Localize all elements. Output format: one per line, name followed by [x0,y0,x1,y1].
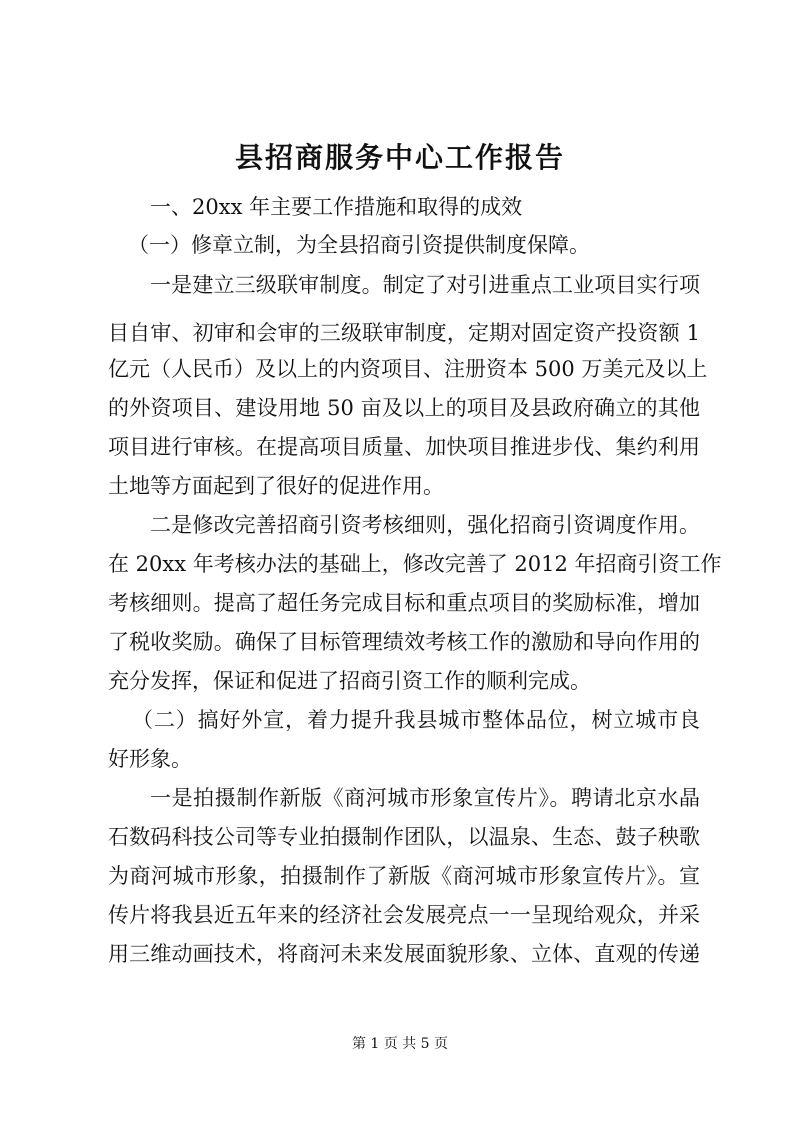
paragraph-line: 在 20xx 年考核办法的基础上，修改完善了 2012 年招商引资工作 [108,552,722,576]
paragraph-line: 的外资项目、建设用地 50 亩及以上的项目及县政府确立的其他 [108,396,700,420]
paragraph-line: 了税收奖励。确保了目标管理绩效考核工作的激励和导向作用的 [108,630,700,654]
subsection-heading: （二）搞好外宣，着力提升我县城市整体品位，树立城市良 [132,708,700,732]
subsection-heading: （一）修章立制，为全县招商引资提供制度保障。 [128,233,590,257]
paragraph-line: 一是拍摄制作新版《商河城市形象宣传片》。聘请北京水晶 [150,786,700,810]
paragraph-line: 石数码科技公司等专业拍摄制作团队，以温泉、生态、鼓子秧歌 [108,825,700,849]
document-title: 县招商服务中心工作报告 [234,141,565,174]
paragraph-line: 一是建立三级联审制度。制定了对引进重点工业项目实行项 [150,273,700,297]
paragraph-line: 用三维动画技术，将商河未来发展面貌形象、立体、直观的传递 [108,942,700,966]
paragraph-line: 二是修改完善招商引资考核细则，强化招商引资调度作用。 [150,513,700,537]
paragraph-line: 充分发挥，保证和促进了招商引资工作的顺利完成。 [108,669,591,693]
section-heading: 一、20xx 年主要工作措施和取得的成效 [150,195,523,219]
subsection-heading: 好形象。 [108,747,192,771]
page-number: 第 1 页 共 5 页 [351,1036,449,1052]
paragraph-line: 土地等方面起到了很好的促进作用。 [108,474,444,498]
paragraph-line: 目自审、初审和会审的三级联审制度，定期对固定资产投资额 1 [108,321,700,345]
paragraph-line: 亿元（人民币）及以上的内资项目、注册资本 500 万美元及以上 [108,357,708,381]
paragraph-line: 为商河城市形象，拍摄制作了新版《商河城市形象宣传片》。宣 [108,864,700,888]
paragraph-line: 项目进行审核。在提高项目质量、加快项目推进步伐、集约利用 [108,435,700,459]
paragraph-line: 考核细则。提高了超任务完成目标和重点项目的奖励标准，增加 [108,591,700,615]
paragraph-line: 传片将我县近五年来的经济社会发展亮点一一呈现给观众，并采 [108,903,700,927]
